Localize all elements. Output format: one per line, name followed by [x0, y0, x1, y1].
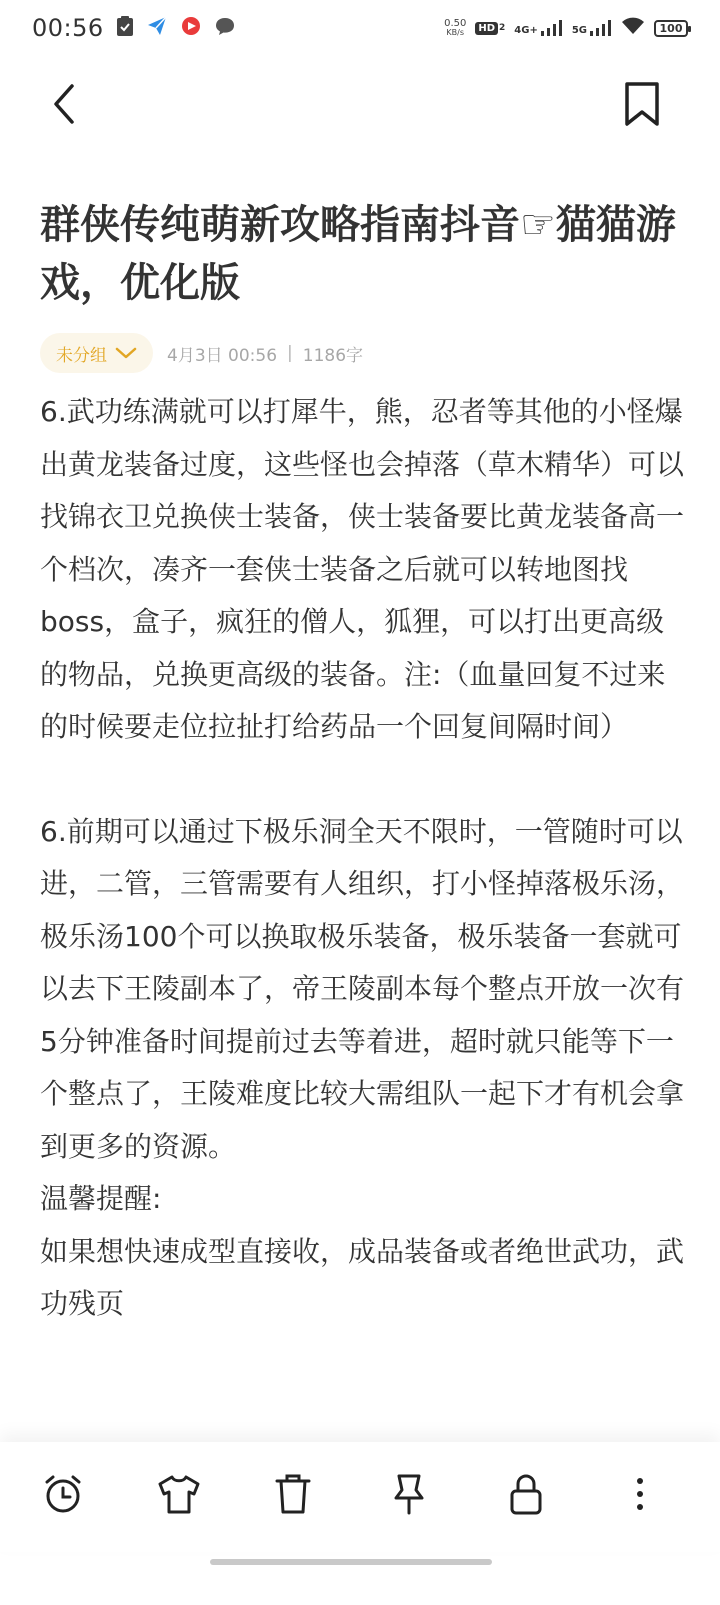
note-body[interactable]: [40, 386, 690, 1331]
signal-4g: [514, 20, 563, 36]
net-speed-value: 0.50: [444, 18, 467, 29]
bottom-toolbar: [0, 1442, 720, 1552]
alarm-clock-icon: [41, 1472, 85, 1516]
status-time: 00:56: [32, 14, 104, 42]
wifi-icon: [621, 17, 645, 39]
more-vertical-icon: [630, 1474, 650, 1514]
signal-bars-icon: [541, 20, 563, 36]
paragraph: 如果想快速成型直接收，成品装备或者绝世武功，武功残页: [40, 1234, 685, 1320]
more-button[interactable]: [616, 1470, 664, 1518]
signal-5g: [572, 20, 612, 36]
tshirt-icon: [156, 1472, 202, 1516]
signal-bars-icon: [590, 20, 612, 36]
video-app-icon: [180, 15, 202, 41]
status-bar: [0, 0, 720, 56]
chat-icon: [214, 15, 236, 41]
battery-icon: [654, 20, 688, 37]
pin-icon: [389, 1472, 429, 1516]
delete-button[interactable]: [269, 1470, 317, 1518]
top-bar: [0, 70, 720, 140]
net-speed: [444, 19, 466, 37]
meta-separator: |: [287, 343, 293, 363]
bookmark-icon: [622, 80, 662, 128]
clipboard-check-icon: [116, 15, 134, 41]
theme-button[interactable]: [155, 1470, 203, 1518]
hd-label: HD: [475, 22, 498, 35]
reminder-button[interactable]: [39, 1470, 87, 1518]
hd-badge: [475, 22, 505, 35]
note-date: 4月3日 00:56: [167, 345, 278, 366]
lock-button[interactable]: [502, 1470, 550, 1518]
paragraph: 6.武功练满就可以打犀牛，熊，忍者等其他的小怪爆出黄龙装备过度，这些怪也会掉落（草木精华）可以找锦衣卫兑换侠士装备，侠士装备要比黄龙装备高一个档次，凑齐一套侠士装备之后就可以转地图找boss，盒子，疯狂的僧人，狐狸，可以打出更高级的物品，兑换更高级的装备。注:（血量回复不过来的时候要走位拉扯打给药品一个回复间隔时间）: [40, 395, 685, 743]
home-indicator[interactable]: [210, 1559, 492, 1565]
battery-level: 100: [659, 21, 683, 35]
lock-icon: [507, 1472, 545, 1516]
paragraph: 6.前期可以通过下极乐洞全天不限时，一管随时可以进，二管，三管需要有人组织，打小怪掉落极乐汤，极乐汤100个可以换取极乐装备，极乐装备一套就可以去下王陵副本了，帝王陵副本每个整点开放一次有5分钟准备时间提前过去等着进，超时就只能等下一个整点了，王陵难度比较大需组队一起下才有机会拿到更多的资源。: [40, 814, 685, 1163]
hd-sub: 2: [499, 23, 506, 33]
chevron-left-icon: [44, 82, 88, 126]
word-count: 1186字: [302, 345, 364, 366]
status-left: [32, 14, 236, 42]
status-right: [444, 17, 688, 39]
note-meta: [40, 333, 363, 373]
note-title[interactable]: 群侠传纯萌新攻略指南抖音☞猫猫游戏，优化版: [40, 202, 676, 306]
network-4g-label: 4G+: [514, 25, 538, 36]
chevron-down-icon: [115, 346, 137, 360]
group-selector[interactable]: [40, 333, 153, 373]
paragraph: 温馨提醒:: [40, 1182, 162, 1215]
network-5g-label: 5G: [571, 25, 587, 36]
bookmark-button[interactable]: [622, 80, 662, 128]
pin-button[interactable]: [385, 1470, 433, 1518]
back-button[interactable]: [44, 82, 88, 126]
group-label: 未分组: [56, 345, 107, 366]
trash-icon: [273, 1472, 313, 1516]
paragraph-gap: [40, 754, 690, 806]
send-app-icon: [146, 15, 168, 41]
net-speed-unit: KB/s: [446, 28, 465, 37]
